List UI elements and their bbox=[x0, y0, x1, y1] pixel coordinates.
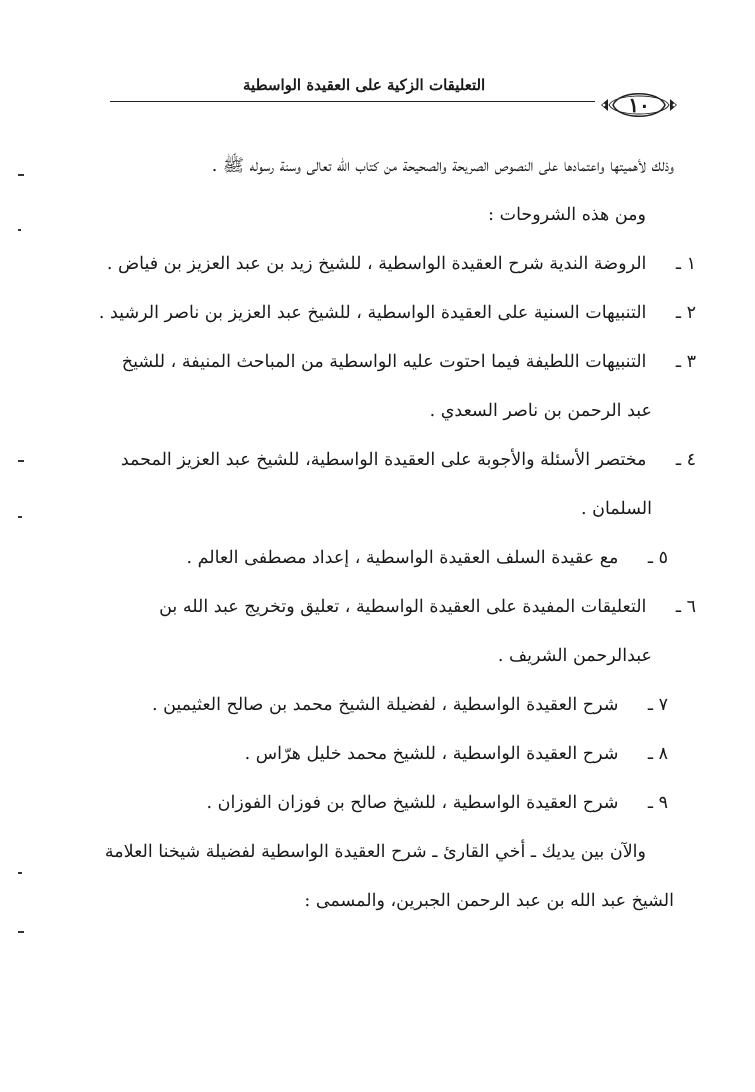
body-text bbox=[94, 142, 696, 926]
list-item-number: ٨ ـ bbox=[647, 744, 668, 764]
page-number-badge bbox=[599, 86, 679, 124]
margin-mark bbox=[18, 174, 24, 176]
margin-mark bbox=[18, 229, 21, 231]
list-item-text: شرح العقيدة الواسطية ، للشيخ صالح بن فوزان الفوزان . bbox=[206, 793, 619, 813]
margin-mark bbox=[18, 460, 24, 462]
list-item bbox=[94, 338, 696, 436]
margin-mark bbox=[18, 931, 24, 933]
list-item-number: ٧ ـ bbox=[647, 695, 668, 715]
margin-mark bbox=[18, 516, 22, 518]
list-item-text: التنبيهات السنية على العقيدة الواسطية ، للشيخ عبد العزيز بن ناصر الرشيد . bbox=[98, 303, 647, 323]
outro-paragraph: والآن بين يديك ـ أخي القارئ ـ شرح العقيدة الواسطية لفضيلة شيخنا العلامة الشيخ عبد الله بن عبد الرحمن الجبرين، والمسمى : bbox=[104, 842, 674, 911]
list-item-number: ٥ ـ bbox=[647, 548, 668, 568]
margin-mark bbox=[18, 872, 22, 874]
list-item-number: ٦ ـ bbox=[675, 597, 696, 617]
list-item-text: التنبيهات اللطيفة فيما احتوت عليه الواسطية من المباحث المنيفة ، للشيخ عبد الرحمن بن ناصر السعدي . bbox=[121, 352, 652, 421]
list-item bbox=[94, 681, 674, 730]
list-item-number: ١ ـ bbox=[675, 254, 696, 274]
intro-paragraph: وذلك لأهميتها واعتمادها على النصوص الصريحة والصحيحة من كتاب الله تعالى وسنة رسوله ﷺ . bbox=[211, 156, 674, 176]
list-item-text: شرح العقيدة الواسطية ، لفضيلة الشيخ محمد بن صالح العثيمين . bbox=[151, 695, 619, 715]
list-item-text: التعليقات المفيدة على العقيدة الواسطية ، تعليق وتخريج عبد الله بن عبدالرحمن الشريف . bbox=[159, 597, 652, 666]
list-item bbox=[94, 436, 696, 534]
list-item-text: مع عقيدة السلف العقيدة الواسطية ، إعداد مصطفى العالم . bbox=[186, 548, 619, 568]
list-item-text: مختصر الأسئلة والأجوبة على العقيدة الواسطية، للشيخ عبد العزيز المحمد السلمان . bbox=[120, 450, 652, 519]
list-item-text: شرح العقيدة الواسطية ، للشيخ محمد خليل هرّاس . bbox=[244, 744, 619, 764]
list-item bbox=[94, 583, 696, 681]
list-item bbox=[94, 779, 674, 828]
header-rule bbox=[110, 101, 595, 102]
list-item-number: ٩ ـ bbox=[647, 793, 668, 813]
list-item-text: الروضة الندية شرح العقيدة الواسطية ، للشيخ زيد بن عبد العزيز بن فياض . bbox=[106, 254, 647, 274]
running-header-title: التعليقات الزكية على العقيدة الواسطية bbox=[243, 76, 486, 94]
list-intro: ومن هذه الشروحات : bbox=[488, 205, 646, 225]
page-number: ١٠ bbox=[628, 93, 650, 117]
list-item bbox=[94, 240, 696, 289]
list-item bbox=[94, 289, 696, 338]
list-item-number: ٢ ـ bbox=[675, 303, 696, 323]
list-item bbox=[94, 534, 674, 583]
list-item bbox=[94, 730, 674, 779]
list-item-number: ٤ ـ bbox=[675, 450, 696, 470]
list-item-number: ٣ ـ bbox=[675, 352, 696, 372]
